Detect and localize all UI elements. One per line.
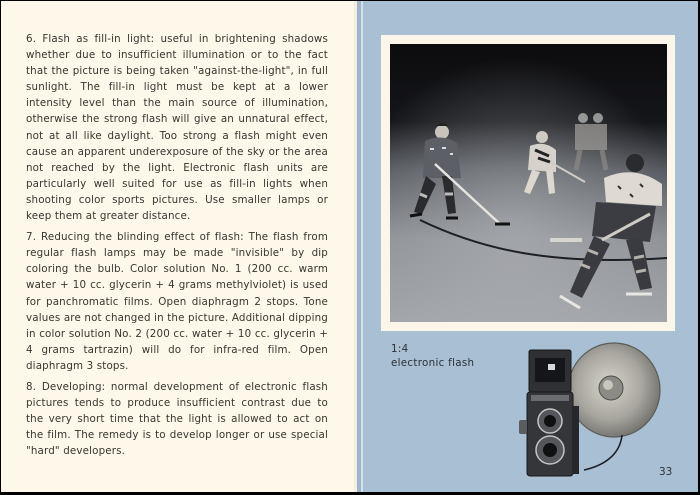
photo-caption (391, 342, 474, 370)
paragraph-fill-in-light: 6. Flash as fill-in light: useful in brightening shadows whether due to insufficient illumination or to the fact that the picture is being taken "against-the-light", in full sunlight. The fill-in light must be kept at a lower intensity level than the main source of illumination, otherwise the strong flash will give an unnatural effect, not at all like daylight. Too strong a flash might even cause an apparent underexposure of the sky or the area not reached by the light. Electronic flash units are particularly well suited for use as fill-in lights when shooting color sports pictures. Use smaller lamps or keep them at greater distance. (26, 33, 328, 223)
paragraph-blinding-effect: 7. Reducing the blinding effect of flash: The flash from regular flash lamps may be made "invisible" by dip coloring the bulb. Color solution No. 1 (200 cc. warm water + 10 cc. glycerin + 4 grams methylviolet) is used for panchromatic films. Open diaphragm 2 stops. Tone values are not changed in the picture. Additional dipping in color solution No. 2 (200 cc. water + 10 cc. glycerin + 4 grams tartrazin) will do for infra-red film. Open diaphragm 3 stops. (26, 231, 328, 372)
camera-nameplate (531, 395, 569, 401)
page-number: 33 (659, 466, 673, 478)
caption-ratio: 1:4 (391, 343, 409, 355)
caption-text: electronic flash (391, 357, 475, 369)
body-text (26, 31, 328, 464)
paragraph-developing: 8. Developing: normal development of electronic flash pictures tends to produce insufficient contrast due to the very short time that the light is allowed to act on the film. The remedy is to develop longer or use special "hard" developers. (26, 380, 328, 458)
hockey-photo (390, 44, 667, 322)
camera-with-flash-illustration (512, 336, 667, 481)
